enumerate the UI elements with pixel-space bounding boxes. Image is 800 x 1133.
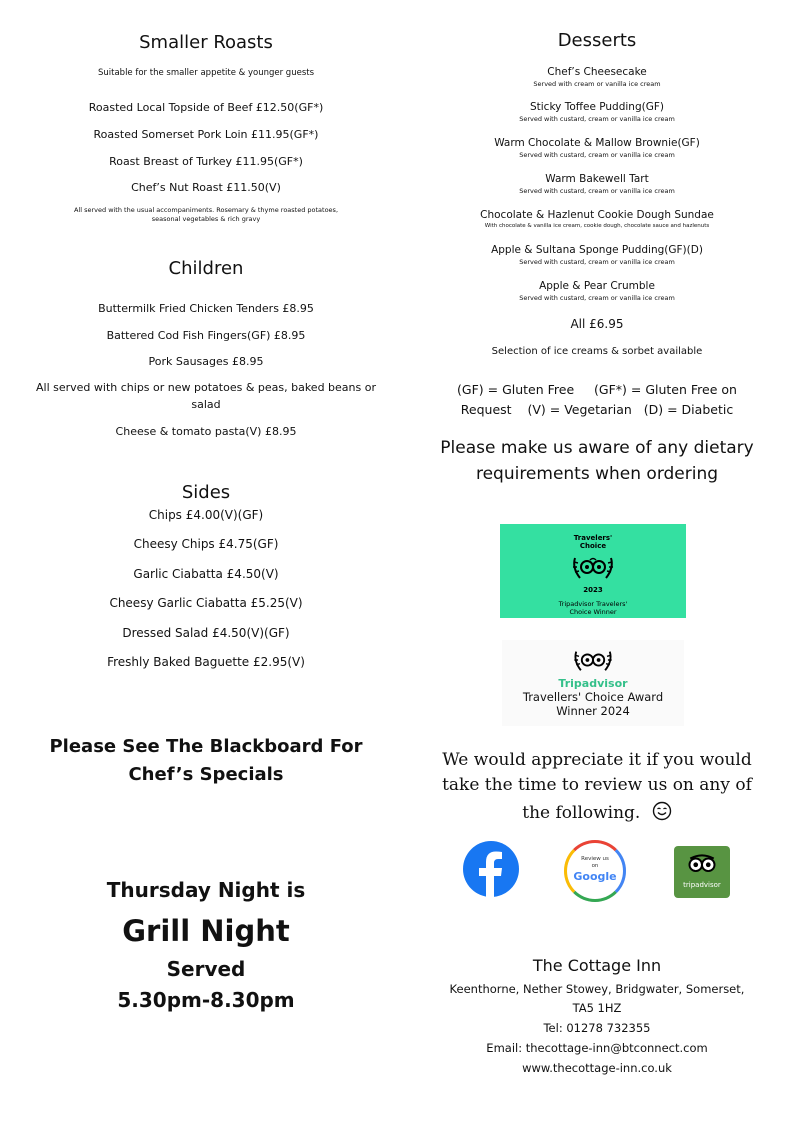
menu-item: Freshly Baked Baguette £2.95(V) [107,655,305,669]
menu-item: Roast Breast of Turkey £11.95(GF*) [109,155,303,168]
facebook-icon[interactable] [462,840,520,902]
badge-brand: Tripadvisor [558,677,628,690]
tripadvisor-icon[interactable] [674,846,730,898]
roasts-note-line2: seasonal vegetables & rich gravy [151,215,261,223]
travellers-choice-2024-badge [502,640,684,726]
google-word: Google [573,870,617,883]
menu-item: Dressed Salad £4.50(V)(GF) [122,626,290,640]
tripadvisor-word: tripadvisor [683,881,721,889]
google-review-line2: on [591,863,599,869]
menu-item: Chips £4.00(V)(GF) [148,508,264,522]
badge-line2: Choice [579,542,607,550]
dessert-desc: Served with custard, cream or vanilla ice cream [519,115,675,123]
review-line3: the following. [522,803,641,823]
dessert-desc: Served with cream or vanilla ice cream [533,80,661,88]
badge-line1: Travelers' [573,534,613,542]
menu-item: Pork Sausages £8.95 [148,355,264,368]
dessert-name: Chef’s Cheesecake [547,66,647,78]
tripadvisor-owl-icon [570,552,616,586]
review-line3-row [412,801,782,826]
dessert-desc: With chocolate & vanilla ice cream, cookie dough, chocolate sauce and hazlenuts [484,223,710,229]
smaller-roasts-title: Smaller Roasts [139,32,273,53]
address-line1: Keenthorne, Nether Stowey, Bridgwater, Somerset, [449,982,745,996]
menu-item: Roasted Local Topside of Beef £12.50(GF*) [88,101,324,114]
blackboard-line2: Chef’s Specials [128,764,284,785]
telephone: Tel: 01278 732355 [543,1021,651,1035]
children-title: Children [168,258,244,279]
tripadvisor-owl-icon [684,851,720,877]
tripadvisor-owl-icon [571,646,615,678]
dessert-name: Warm Chocolate & Mallow Brownie(GF) [494,137,700,149]
dietary-key-line2: Request (V) = Vegetarian (D) = Diabetic [460,402,734,417]
menu-item: Roasted Somerset Pork Loin £11.95(GF*) [93,128,319,141]
review-line2: take the time to review us on any of [442,775,752,795]
menu-item: Cheesy Chips £4.75(GF) [133,537,279,551]
menu-item: Garlic Ciabatta £4.50(V) [133,567,279,581]
dessert-name: Warm Bakewell Tart [545,173,649,185]
children-served-line2: salad [191,398,221,411]
dessert-desc: Served with custard, cream or vanilla ice cream [519,294,675,302]
blackboard-line1: Please See The Blackboard For [49,736,363,757]
sides-title: Sides [181,482,231,503]
badge-year: 2023 [583,586,603,594]
dessert-name: Apple & Sultana Sponge Pudding(GF)(D) [491,244,703,256]
dessert-name: Apple & Pear Crumble [539,280,655,292]
google-review-icon[interactable] [564,840,626,902]
google-ring [564,840,626,902]
menu-item: Battered Cod Fish Fingers(GF) £8.95 [106,329,306,342]
grill-hours: 5.30pm-8.30pm [117,988,295,1012]
dietary-key-line1: (GF) = Gluten Free (GF*) = Gluten Free on [457,382,737,397]
dessert-desc: Served with custard, cream or vanilla ice cream [519,187,675,195]
menu-item: Buttermilk Fried Chicken Tenders £8.95 [98,302,314,315]
dietary-notice-line1: Please make us aware of any dietary [440,438,754,458]
menu-item: Chef’s Nut Roast £11.50(V) [131,181,281,194]
grill-line3: Served [166,957,246,981]
grill-title: Grill Night [122,914,290,948]
address-line2: TA5 1HZ [572,1001,622,1015]
dessert-name: Chocolate & Hazlenut Cookie Dough Sundae [480,209,714,221]
wink-emoji-icon [652,801,672,826]
dessert-desc: Served with custard, cream or vanilla ice cream [519,151,675,159]
menu-item: Cheese & tomato pasta(V) £8.95 [115,425,297,438]
grill-line1: Thursday Night is [106,878,306,902]
google-review-line1: Review us [581,856,609,862]
dessert-price: All £6.95 [570,317,624,331]
badge-caption2: Choice Winner [569,608,617,616]
badge-winner: Winner 2024 [556,704,630,718]
email[interactable]: Email: thecottage-inn@btconnect.com [486,1041,708,1055]
dessert-name: Sticky Toffee Pudding(GF) [529,101,664,113]
dietary-notice-line2: requirements when ordering [475,464,719,484]
inn-name: The Cottage Inn [532,956,662,975]
travelers-choice-2023-badge [500,524,686,618]
review-line1: We would appreciate it if you would [442,750,752,770]
menu-item: Cheesy Garlic Ciabatta £5.25(V) [109,596,303,610]
badge-award: Travellers' Choice Award [522,690,664,704]
children-served-line1: All served with chips or new potatoes & peas, baked beans or [36,381,376,394]
badge-caption1: Tripadvisor Travelers' [558,600,628,608]
dessert-desc: Served with custard, cream or vanilla ice cream [519,258,675,266]
website-link[interactable]: www.thecottage-inn.co.uk [522,1061,672,1075]
roasts-note-line1: All served with the usual accompaniments. Rosemary & thyme roasted potatoes, [73,206,339,214]
desserts-title: Desserts [557,30,637,51]
icecream-note: Selection of ice creams & sorbet available [491,346,703,357]
smaller-roasts-subtitle: Suitable for the smaller appetite & younger guests [97,68,315,78]
